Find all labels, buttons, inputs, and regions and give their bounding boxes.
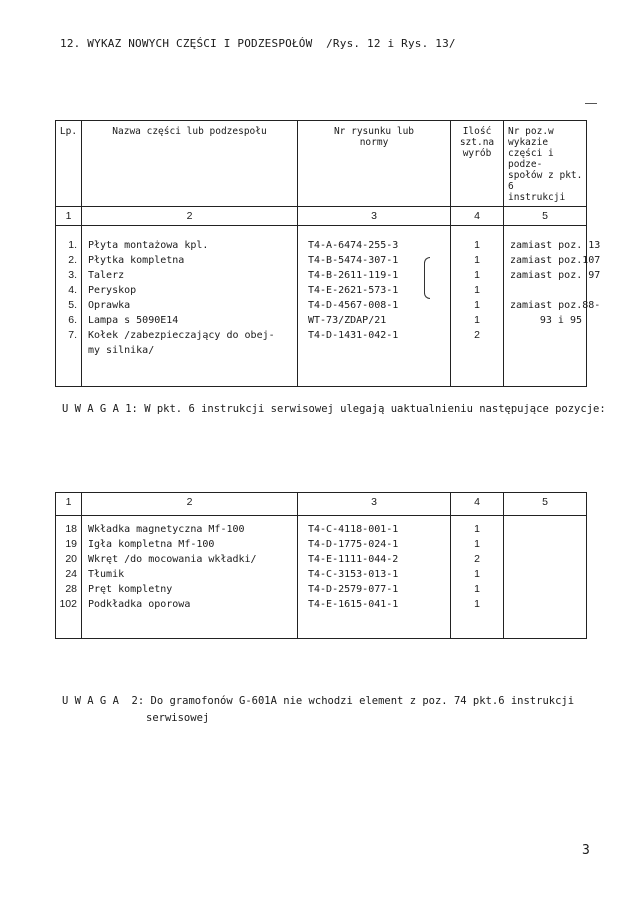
table-cell: 102 [59,598,77,610]
table-cell: WT-73/ZDAP/21 [308,315,387,326]
table-cell: Płyta montażowa kpl. [88,240,209,251]
note-2-text: Do gramofonów G-601A nie wchodzi element z poz. 74 pkt.6 instrukcji [150,695,575,707]
table-header-row [56,121,587,207]
lp-column [56,226,82,387]
drawing-number-column [298,516,451,639]
table-cell: 3. [68,269,77,281]
table-cell: 1. [68,239,77,251]
column-number-row: 1 2 3 4 5 [56,493,587,516]
note-1-text: W pkt. 6 instrukcji serwisowej ulegają uaktualnieniu następujące pozycje: [144,403,606,415]
table-cell: 20 [65,553,77,565]
table-cell: Lampa s 5090E14 [88,315,179,326]
grouping-brace [424,257,430,299]
table-cell: 1 [474,284,480,296]
table-cell: 19 [65,538,77,550]
header-lp: Lp. [56,121,82,207]
note-2 [62,695,574,707]
note-1-label: U W A G A 1: [62,403,138,415]
table-cell: Wkładka magnetyczna Mf-100 [88,524,245,535]
table-cell: 1 [474,598,480,610]
table-cell: Peryskop [88,285,137,296]
quantity-column [451,516,504,639]
table-cell: 28 [65,583,77,595]
table-cell: 1 [474,538,480,550]
table-cell: 2. [68,254,77,266]
header-reference: Nr poz.w wykazie części i podze- społów z pkt. 6 instrukcji [504,121,587,207]
table-cell: 2 [474,329,480,341]
table-cell: zamiast poz. 97 [510,270,601,281]
table-cell: Podkładka oporowa [88,599,191,610]
table-cell: Płytka kompletna [88,255,185,266]
reference-column [504,516,587,639]
column-number-row: 1 2 3 4 5 [56,207,587,226]
reference-column [504,226,601,387]
table-body-row [56,226,587,387]
table-cell: zamiast poz. 13 [510,240,601,251]
table-cell: 24 [65,568,77,580]
table-cell: zamiast poz.107 [510,255,601,266]
table-cell: 2 [474,553,480,565]
table-cell: T4-C-3153-013-1 [308,569,399,580]
table-cell: T4-A-6474-255-3 [308,240,399,251]
lp-column [56,516,82,639]
table-cell: 1 [474,239,480,251]
table-cell: T4-B-5474-307-1 [308,255,399,266]
table-cell: 1 [474,269,480,281]
note-2-continuation: serwisowej [146,712,210,724]
table-cell: 7. [68,329,77,341]
part-name-column [82,516,298,639]
part-name-column [82,226,298,387]
table-cell: Tłumik [88,569,125,580]
table-cell: T4-B-2611-119-1 [308,270,399,281]
table-cell: 1 [474,299,480,311]
section-number: 12. [60,37,81,50]
table-cell: Oprawka [88,300,131,311]
table-cell: 4. [68,284,77,296]
table-cell: Pręt kompletny [88,584,173,595]
section-heading [60,37,456,50]
table-cell: T4-D-2579-077-1 [308,584,399,595]
new-parts-table [55,120,601,387]
note-2-label: U W A G A 2: [62,695,145,707]
table-cell: 6. [68,314,77,326]
table-cell: 1 [474,523,480,535]
table-cell: T4-E-2621-573-1 [308,285,399,296]
table-cell: zamiast poz.88- [510,300,601,311]
table-cell: 5. [68,299,77,311]
figure-reference: /Rys. 12 i Rys. 13/ [326,37,456,50]
table-cell: T4-E-1615-041-1 [308,599,399,610]
table-cell: T4-E-1111-044-2 [308,554,399,565]
margin-mark [585,103,597,104]
table-body-row [56,516,587,639]
table-cell: T4-D-4567-008-1 [308,300,399,311]
table-cell: Talerz [88,270,125,281]
table-cell: 18 [65,523,77,535]
header-quantity: Ilość szt.na wyrób [451,121,504,207]
table-cell: Igła kompletna Mf-100 [88,539,215,550]
section-title: WYKAZ NOWYCH CZĘŚCI I PODZESPOŁÓW [87,37,313,50]
table-cell: Kołek /zabezpieczający do obej-my silnika/ [88,330,275,356]
table-cell: 93 i 95 [539,315,582,326]
table-cell: T4-D-1431-042-1 [308,330,399,341]
page-number: 3 [582,843,590,858]
table-cell: 1 [474,254,480,266]
table-cell: Wkręt /do mocowania wkładki/ [88,554,257,565]
table-cell: T4-D-1775-024-1 [308,539,399,550]
note-1 [62,403,606,415]
drawing-number-column [298,226,451,387]
table-cell: 1 [474,314,480,326]
header-part-name: Nazwa części lub podzespołu [82,121,298,207]
header-drawing-number: Nr rysunku lub normy [298,121,451,207]
table-cell: 1 [474,568,480,580]
quantity-column [451,226,504,387]
table-cell: 1 [474,583,480,595]
updated-items-table [55,492,587,639]
table-cell: T4-C-4118-001-1 [308,524,399,535]
